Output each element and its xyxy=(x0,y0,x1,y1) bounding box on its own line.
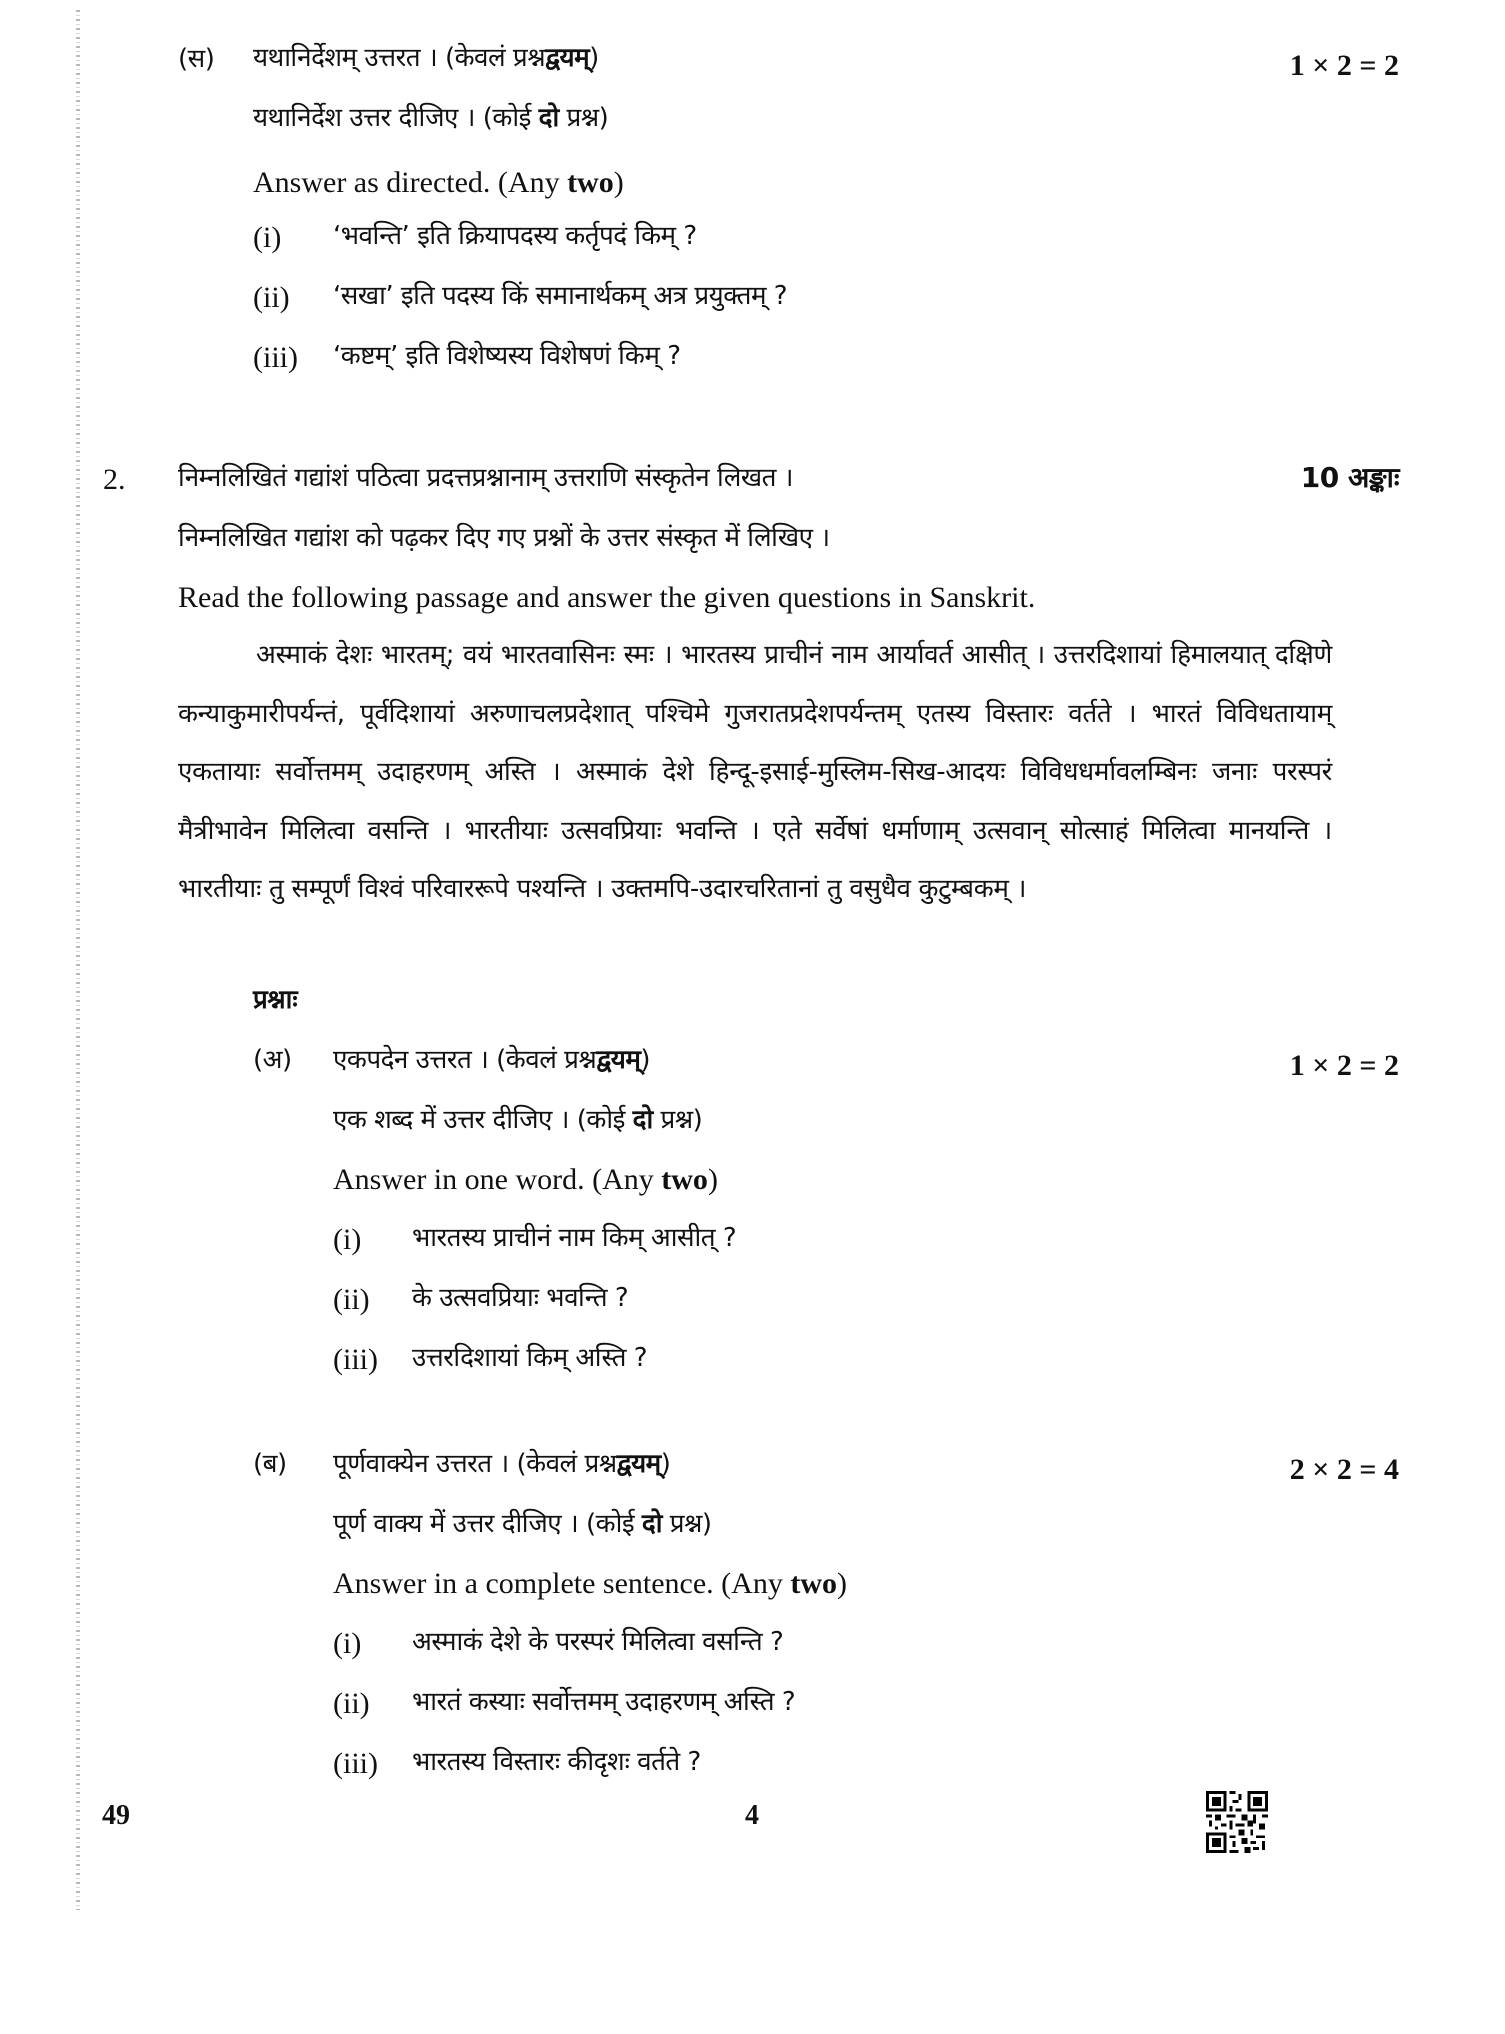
section-sa-label: (स) xyxy=(178,44,215,74)
section-a-marks: 1 × 2 = 2 xyxy=(1289,1049,1399,1082)
section-sa-question-text: ‘भवन्ति’ इति क्रियापदस्य कर्तृपदं किम् ? xyxy=(333,221,697,251)
section-a-question-text: भारतस्य प्राचीनं नाम किम् आसीत् ? xyxy=(412,1223,737,1253)
section-a-question-number: (i) xyxy=(333,1223,362,1256)
section-a-instruction-hindi: एक शब्द में उत्तर दीजिए । (कोई दो प्रश्न) xyxy=(333,1105,703,1135)
section-b-question-text: भारतं कस्याः सर्वोत्तमम् उदाहरणम् अस्ति ? xyxy=(412,1687,796,1717)
section-sa-question-number: (iii) xyxy=(253,341,298,374)
section-b-marks: 2 × 2 = 4 xyxy=(1289,1453,1399,1486)
section-a-instruction-english: Answer in one word. (Any two) xyxy=(333,1163,718,1196)
section-a-label: (अ) xyxy=(253,1045,292,1075)
section-a-question-number: (iii) xyxy=(333,1343,378,1376)
section-b-instruction-english: Answer in a complete sentence. (Any two) xyxy=(333,1567,847,1600)
section-b-instruction-sanskrit: पूर्णवाक्येन उत्तरत । (केवलं प्रश्नद्वयम्) xyxy=(333,1449,671,1479)
section-a-instruction-sanskrit: एकपदेन उत्तरत । (केवलं प्रश्नद्वयम्) xyxy=(333,1045,651,1075)
question-2-instruction-hindi: निम्नलिखित गद्यांश को पढ़कर दिए गए प्रश्नों के उत्तर संस्कृत में लिखिए । xyxy=(178,523,830,553)
section-b-question-text: अस्माकं देशे के परस्परं मिलित्वा वसन्ति ? xyxy=(412,1627,784,1657)
section-sa-instruction-english: Answer as directed. (Any two) xyxy=(253,166,624,199)
section-b-question-number: (ii) xyxy=(333,1687,370,1720)
paper-code: 49 xyxy=(102,1800,130,1831)
security-watermark-strip xyxy=(76,10,80,1910)
questions-heading: प्रश्नाः xyxy=(253,985,298,1015)
passage-text: अस्माकं देशः भारतम्; वयं भारतवासिनः स्मः । भारतस्य प्राचीनं नाम आर्यावर्त आसीत् । उत्तरदिशायां हिमालयात् दक्षिणे कन्याकुमारीपर्यन्तं, पूर्वदिशायां अरुणाचलप्रदेशात् पश्चिमे गुजरातप्रदेशपर्यन्तम् एतस्य विस्तारः वर्तते । भारतं विविधतायाम् एकतायाः सर्वोत्तमम् उदाहरणम् अस्ति । अस्माकं देशे हिन्दू-इसाई-मुस्लिम-सिख-आदयः विविधधर्मावलम्बिनः जनाः परस्परं मैत्रीभावेन मिलित्वा वसन्ति । भारतीयाः उत्सवप्रियाः भवन्ति । एते सर्वेषां धर्माणाम् उत्सवान् सोत्साहं मिलित्वा मानयन्ति । भारतीयाः तु सम्पूर्णं विश्वं परिवाररूपे पश्यन्ति । उक्तमपि-उदारचरितानां तु वसुधैव कुटुम्बकम् । xyxy=(178,640,1332,904)
section-a-question-number: (ii) xyxy=(333,1283,370,1316)
section-a-question-text: के उत्सवप्रियाः भवन्ति ? xyxy=(412,1283,629,1313)
question-2-instruction-english: Read the following passage and answer the given questions in Sanskrit. xyxy=(178,581,1036,614)
section-b-question-number: (iii) xyxy=(333,1747,378,1780)
section-sa-question-number: (ii) xyxy=(253,281,290,314)
question-2-number: 2. xyxy=(103,463,126,496)
section-sa-question-number: (i) xyxy=(253,221,282,254)
qr-code-icon xyxy=(1205,1791,1269,1853)
section-sa-instruction-hindi: यथानिर्देश उत्तर दीजिए । (कोई दो प्रश्न) xyxy=(253,103,609,133)
question-2-marks: 10 अङ्काः xyxy=(1300,461,1399,494)
section-b-instruction-hindi: पूर्ण वाक्य में उत्तर दीजिए । (कोई दो प्रश्न) xyxy=(333,1509,712,1539)
section-sa-marks: 1 × 2 = 2 xyxy=(1289,49,1399,82)
question-2-instruction-sanskrit: निम्नलिखितं गद्यांशं पठित्वा प्रदत्तप्रश्नानाम् उत्तराणि संस्कृतेन लिखत । xyxy=(178,463,794,493)
section-b-label: (ब) xyxy=(253,1449,287,1479)
section-sa-question-text: ‘कष्टम्’ इति विशेष्यस्य विशेषणं किम् ? xyxy=(333,341,681,371)
page-number: 4 xyxy=(745,1800,759,1831)
section-b-question-text: भारतस्य विस्तारः कीदृशः वर्तते ? xyxy=(412,1747,701,1777)
section-a-question-text: उत्तरदिशायां किम् अस्ति ? xyxy=(412,1343,647,1373)
section-sa-question-text: ‘सखा’ इति पदस्य किं समानार्थकम् अत्र प्रयुक्तम् ? xyxy=(333,281,788,311)
section-sa-instruction-sanskrit: यथानिर्देशम् उत्तरत । (केवलं प्रश्नद्वयम्) xyxy=(253,43,599,73)
section-b-question-number: (i) xyxy=(333,1627,362,1660)
